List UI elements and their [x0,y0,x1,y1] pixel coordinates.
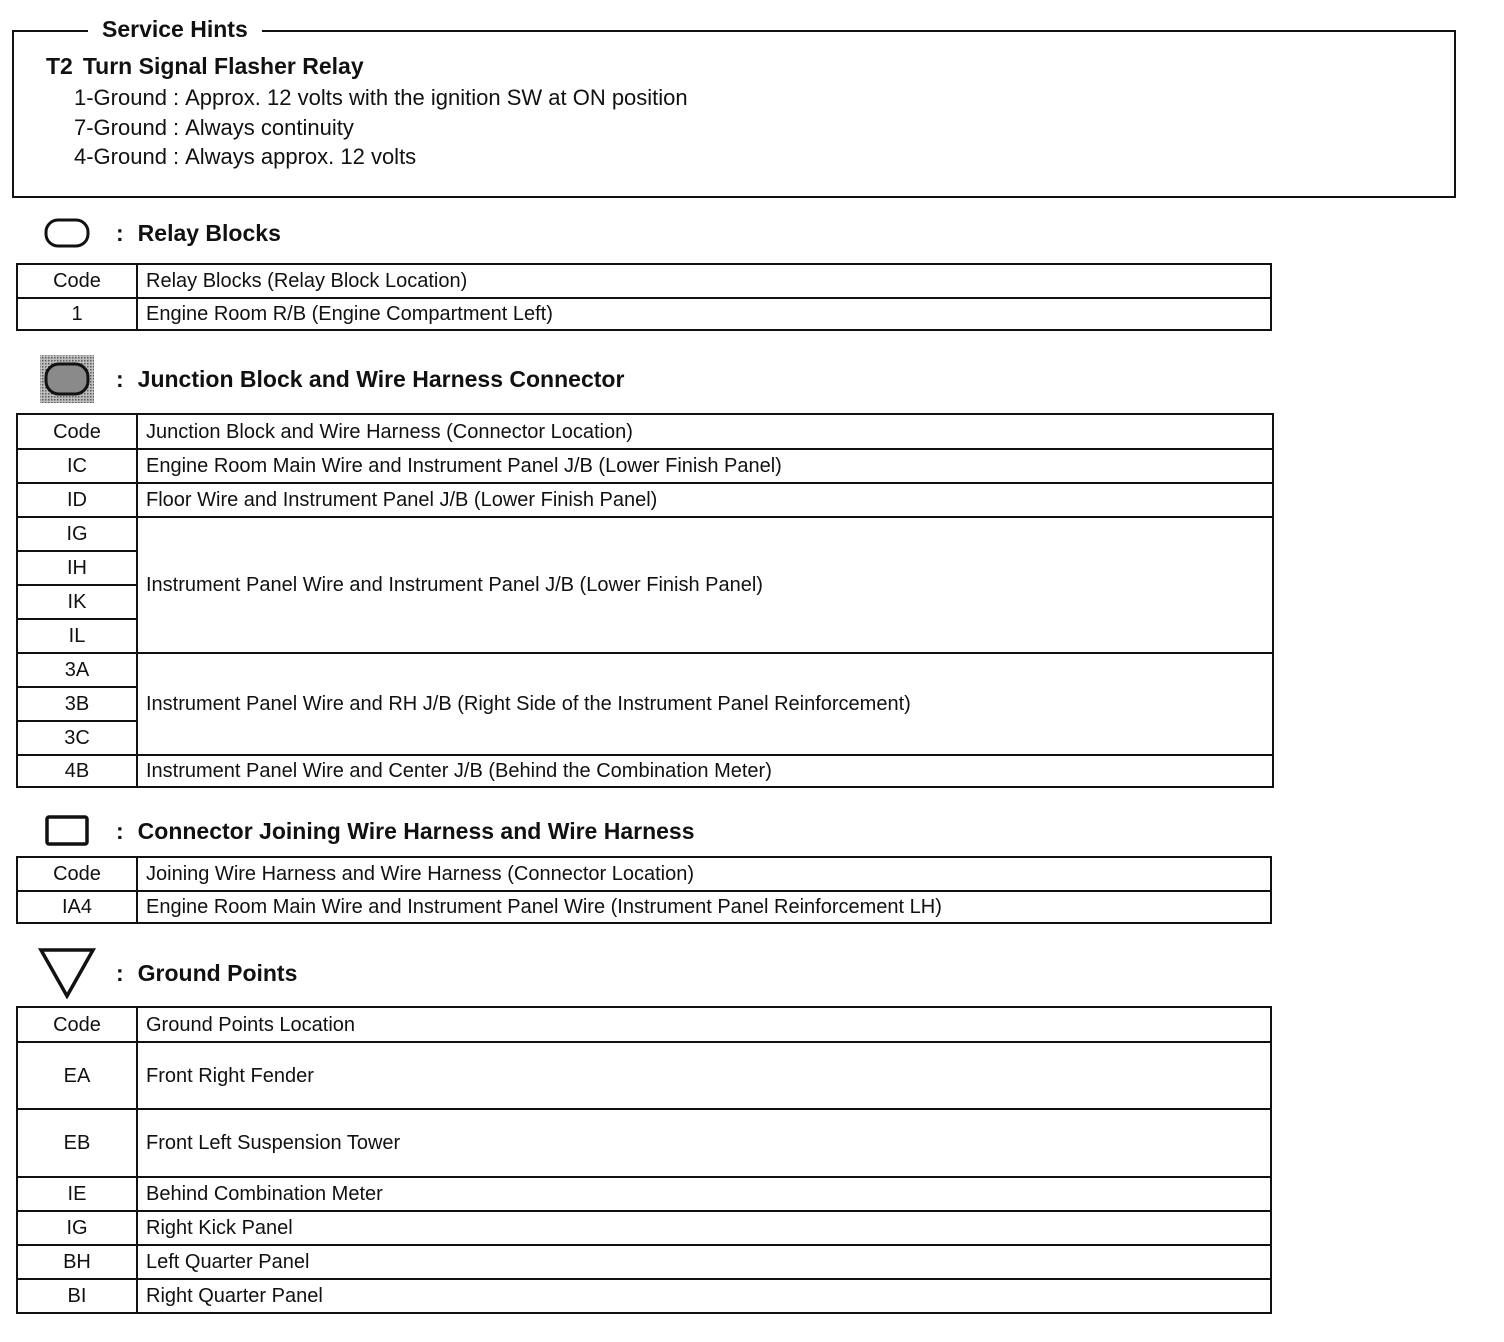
code-cell: 3A [17,653,137,687]
code-header: Code [17,414,137,449]
code-cell: IG [17,517,137,551]
table-row [17,1211,1271,1245]
section-colon: : [116,817,124,844]
location-cell: Instrument Panel Wire and Center J/B (Behind the Combination Meter) [137,755,1273,787]
hint-line [74,114,354,142]
hint-pin: 7-Ground [74,115,167,140]
table-row [17,1245,1271,1279]
code-cell: IH [17,551,137,585]
location-header: Joining Wire Harness and Wire Harness (Connector Location) [137,857,1271,891]
section-colon: : [116,365,124,392]
location-cell: Floor Wire and Instrument Panel J/B (Lower Finish Panel) [137,483,1273,517]
code-cell: BH [17,1245,137,1279]
code-header: Code [17,264,137,298]
section-colon: : [116,219,124,246]
section-colon: : [116,959,124,986]
location-cell: Front Right Fender [137,1042,1271,1109]
hint-separator: : [172,85,180,110]
code-cell: IC [17,449,137,483]
relay-name: Turn Signal Flasher Relay [82,53,364,79]
relay-heading [46,52,364,80]
hint-pin: 4-Ground [74,144,167,169]
location-cell: Behind Combination Meter [137,1177,1271,1211]
code-cell: IE [17,1177,137,1211]
code-cell: EA [17,1042,137,1109]
table-row [17,298,1271,330]
connectors-table [16,856,1272,924]
location-cell: Right Quarter Panel [137,1279,1271,1313]
hint-text: Approx. 12 volts with the ignition SW at ON position [185,85,688,110]
triangle-down-icon [36,946,98,1000]
table-row [17,891,1271,923]
location-cell: Instrument Panel Wire and RH J/B (Right Side of the Instrument Panel Reinforcement) [137,653,1273,755]
code-cell: IG [17,1211,137,1245]
hint-line [74,143,416,171]
code-cell: ID [17,483,137,517]
relay-blocks-title: Relay Blocks [137,219,281,246]
location-cell: Front Left Suspension Tower [137,1109,1271,1177]
code-cell: 3B [17,687,137,721]
code-cell: IK [17,585,137,619]
hint-text: Always continuity [185,115,354,140]
ground-points-table [16,1006,1272,1314]
table-row [17,449,1273,483]
table-row [17,517,1273,551]
hint-line [74,84,688,112]
shaded-rounded-rectangle-icon [36,354,98,404]
code-cell: EB [17,1109,137,1177]
code-header: Code [17,1007,137,1042]
code-cell: 1 [17,298,137,330]
connectors-header [36,806,695,856]
table-header-row [17,264,1271,298]
location-cell: Right Kick Panel [137,1211,1271,1245]
hint-separator: : [172,144,180,169]
location-header: Ground Points Location [137,1007,1271,1042]
table-header-row [17,857,1271,891]
location-cell: Engine Room Main Wire and Instrument Panel Wire (Instrument Panel Reinforcement LH) [137,891,1271,923]
table-row [17,755,1273,787]
table-row [17,1109,1271,1177]
code-cell: IA4 [17,891,137,923]
relay-code: T2 [46,53,73,79]
table-row [17,483,1273,517]
rectangle-icon [36,806,98,856]
location-cell: Engine Room R/B (Engine Compartment Left) [137,298,1271,330]
location-cell: Instrument Panel Wire and Instrument Panel J/B (Lower Finish Panel) [137,517,1273,653]
table-row [17,1279,1271,1313]
hint-text: Always approx. 12 volts [185,144,417,169]
location-header: Junction Block and Wire Harness (Connector Location) [137,414,1273,449]
code-header: Code [17,857,137,891]
table-row [17,653,1273,687]
location-cell: Engine Room Main Wire and Instrument Panel J/B (Lower Finish Panel) [137,449,1273,483]
location-header: Relay Blocks (Relay Block Location) [137,264,1271,298]
code-cell: 3C [17,721,137,755]
hint-pin: 1-Ground [74,85,167,110]
ground-points-title: Ground Points [137,959,298,986]
code-cell: IL [17,619,137,653]
connectors-title: Connector Joining Wire Harness and Wire Harness [137,817,695,844]
rounded-rectangle-icon [36,208,98,258]
hint-separator: : [172,115,180,140]
service-hints-title: Service Hints [88,14,262,44]
code-cell: BI [17,1279,137,1313]
location-cell: Left Quarter Panel [137,1245,1271,1279]
junction-blocks-header [36,354,624,404]
table-row [17,1177,1271,1211]
table-header-row [17,414,1273,449]
ground-points-header [36,946,297,1000]
junction-blocks-table [16,413,1274,788]
table-row [17,1042,1271,1109]
code-cell: 4B [17,755,137,787]
relay-blocks-header [36,208,281,258]
relay-blocks-table [16,263,1272,331]
table-header-row [17,1007,1271,1042]
junction-blocks-title: Junction Block and Wire Harness Connector [137,365,625,392]
